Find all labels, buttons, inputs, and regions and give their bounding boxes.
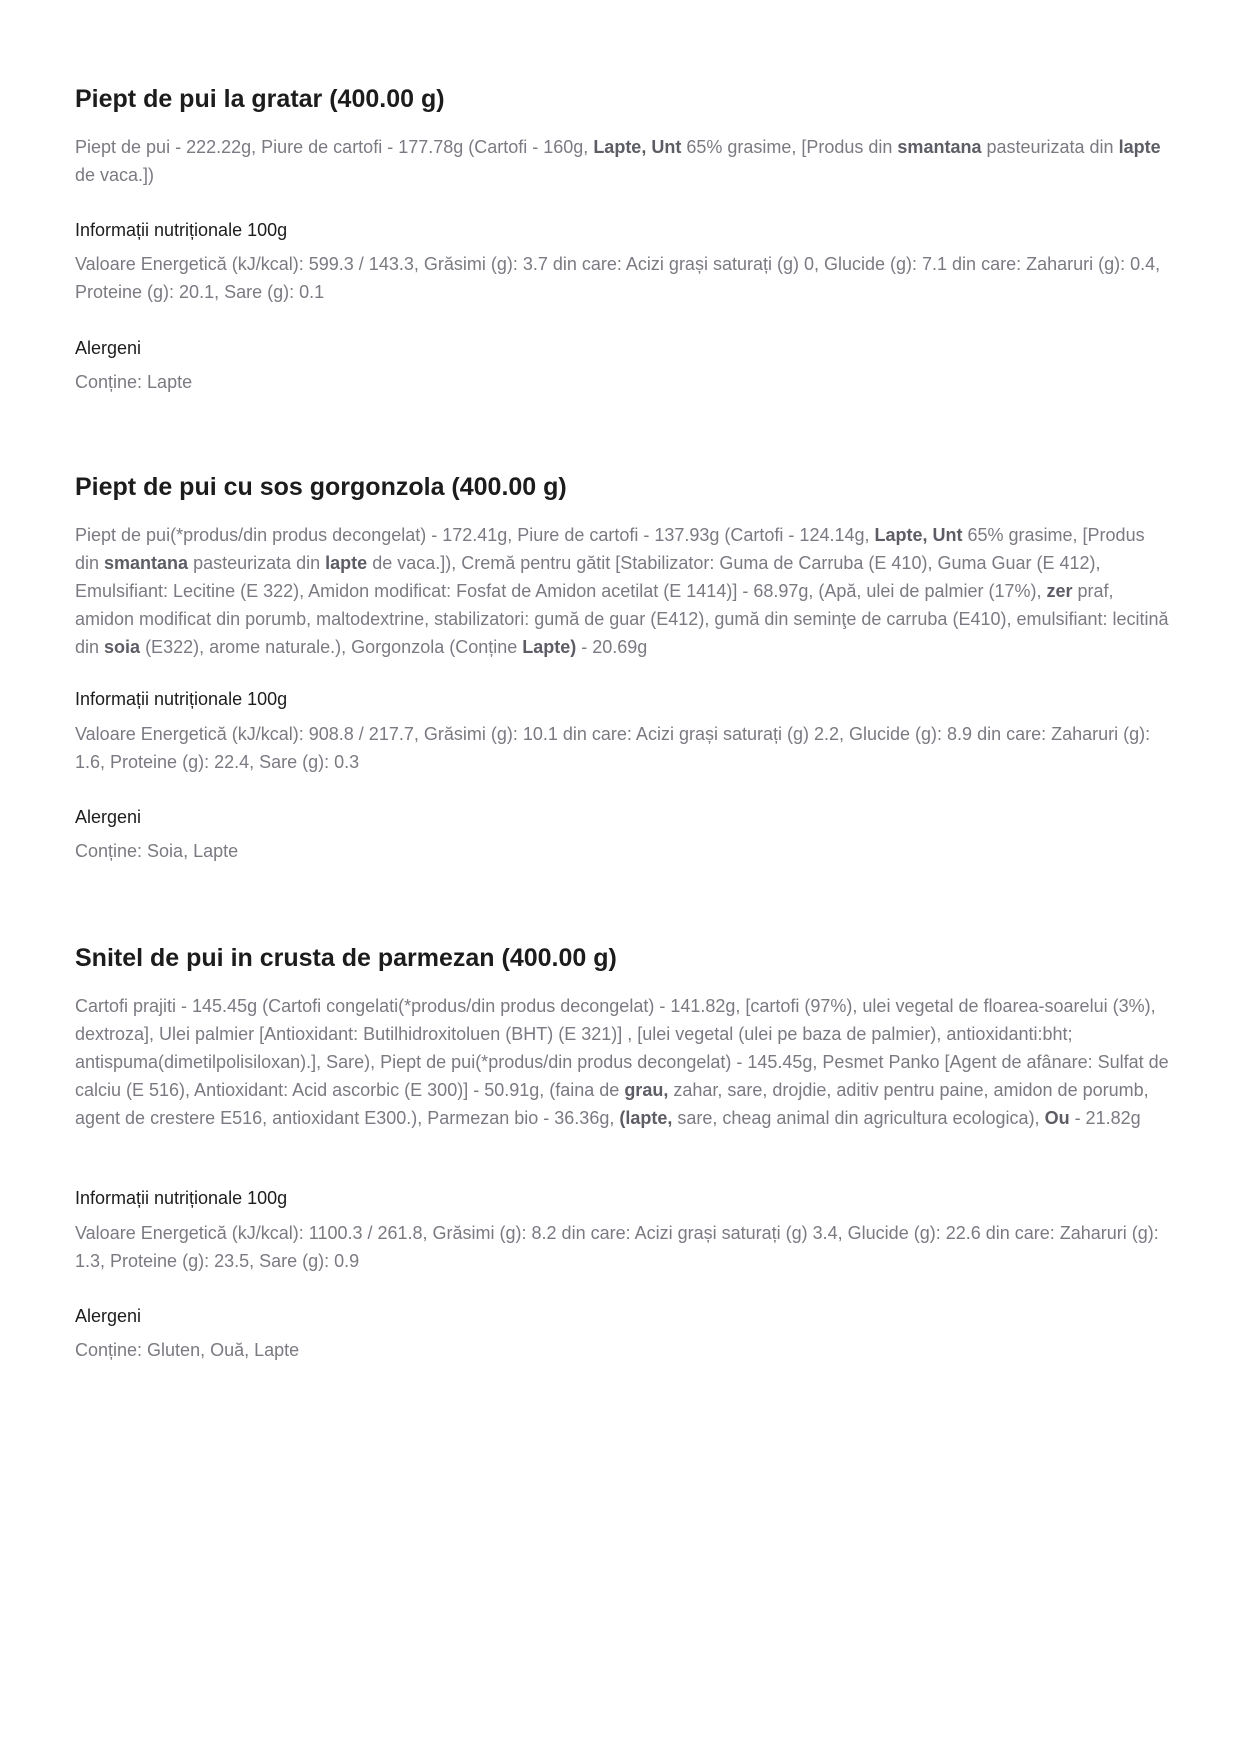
nutrition-info: Valoare Energetică (kJ/kcal): 599.3 / 143.3, Grăsimi (g): 3.7 din care: Acizi grași saturați (g) 0, Glucide (g): 7.1 din care: Zaharuri (g): 0.4, Proteine (g): 20.1, Sare (g): 0.1: [75, 254, 1161, 302]
ingredient-text: 65% grasime, [Produs din: [75, 525, 1145, 573]
allergen-highlight: zer: [1046, 581, 1073, 601]
ingredient-text: - 20.69g: [576, 637, 648, 657]
allergen-highlight: (lapte,: [619, 1108, 673, 1128]
allergens-label: Alergeni: [75, 338, 142, 358]
allergen-highlight: smantana: [104, 553, 189, 573]
allergen-highlight: lapte: [1118, 137, 1161, 157]
allergen-highlight: soia: [104, 637, 141, 657]
nutrition-info: Valoare Energetică (kJ/kcal): 1100.3 / 261.8, Grăsimi (g): 8.2 din care: Acizi grași saturați (g) 3.4, Glucide (g): 22.6 din care: Zaharuri (g): 1.3, Proteine (g): 23.5, Sare (g): 0.9: [75, 1223, 1159, 1271]
ingredient-text: - 21.82g: [1069, 1108, 1141, 1128]
allergens-info: Conține: Soia, Lapte: [75, 841, 239, 861]
product-title: Piept de pui la gratar (400.00 g): [75, 85, 445, 113]
allergens-label: Alergeni: [75, 807, 142, 827]
ingredient-text: 65% grasime, [Produs din: [681, 137, 898, 157]
ingredient-text: Piept de pui - 222.22g, Piure de cartofi - 177.78g (Cartofi - 160g,: [75, 137, 594, 157]
nutrition-label: Informații nutriționale 100g: [75, 220, 288, 240]
product-ingredients: [75, 133, 1170, 189]
ingredient-text: praf, amidon modificat din porumb, maltodextrine, stabilizatori: gumă de guar (E412), gumă din seminţe de carruba (E410), emulsifiant: lecitină din: [75, 581, 1169, 657]
ingredient-text: (E322), arome naturale.), Gorgonzola (Conține: [140, 637, 523, 657]
product-section: [75, 943, 1170, 1360]
ingredient-text: Cartofi prajiti - 145.45g (Cartofi congelati(*produs/din produs decongelat) - 141.82g, [cartofi (97%), ulei vegetal de floarea-soarelui (3%), dextroza], Ulei palmier [Antioxidant: Butilhidroxitoluen (BHT) (E 321)] , [ulei vegetal (ulei pe baza de palmier), antioxidanti:bht; antispuma(dimetilpolisiloxan).], Sare), Piept de pui(*produs/din produs decongelat) - 145.45g, Pesmet Panko [Agent de afânare: Sulfat de calciu (E 516), Antioxidant: Acid ascorbic (E 300)] - 50.91g, (faina de: [75, 996, 1169, 1100]
ingredient-text: sare, cheag animal din agricultura ecologica),: [672, 1108, 1045, 1128]
nutrition-info: Valoare Energetică (kJ/kcal): 908.8 / 217.7, Grăsimi (g): 10.1 din care: Acizi grași saturați (g) 2.2, Glucide (g): 8.9 din care: Zaharuri (g): 1.6, Proteine (g): 22.4, Sare (g): 0.3: [75, 724, 1151, 772]
allergen-highlight: Lapte): [522, 637, 577, 657]
product-ingredients: [75, 521, 1170, 661]
allergen-highlight: lapte: [325, 553, 368, 573]
ingredient-text: zahar, sare, drojdie, aditiv pentru paine, amidon de porumb, agent de crestere E516, antioxidant E300.), Parmezan bio - 36.36g,: [75, 1080, 1149, 1128]
allergen-highlight: smantana: [897, 137, 982, 157]
ingredient-text: pasteurizata din: [981, 137, 1119, 157]
ingredient-text: pasteurizata din: [188, 553, 326, 573]
allergen-highlight: Lapte, Unt: [593, 137, 682, 157]
allergen-highlight: Ou: [1044, 1108, 1070, 1128]
allergens-info: Conține: Gluten, Ouă, Lapte: [75, 1340, 300, 1360]
nutrition-label: Informații nutriționale 100g: [75, 689, 288, 709]
product-title: Piept de pui cu sos gorgonzola (400.00 g): [75, 473, 567, 501]
product-title: Snitel de pui in crusta de parmezan (400.00 g): [75, 944, 617, 972]
product-section: [75, 84, 1170, 392]
nutrition-label: Informații nutriționale 100g: [75, 1188, 288, 1208]
allergens-info: Conține: Lapte: [75, 372, 193, 392]
ingredient-text: de vaca.]): [75, 165, 155, 185]
product-ingredients: [75, 992, 1170, 1132]
allergen-highlight: Lapte, Unt: [874, 525, 963, 545]
allergens-label: Alergeni: [75, 1306, 142, 1326]
ingredient-text: de vaca.]), Cremă pentru gătit [Stabilizator: Guma de Carruba (E 410), Guma Guar (E 412), Emulsifiant: Lecitine (E 322), Amidon modificat: Fosfat de Amidon acetilat (E 1414)] - 68.97g, (Apă, ulei de palmier (17%),: [75, 553, 1101, 601]
allergen-highlight: grau,: [624, 1080, 669, 1100]
ingredient-text: Piept de pui(*produs/din produs decongelat) - 172.41g, Piure de cartofi - 137.93g (Cartofi - 124.14g,: [75, 525, 875, 545]
product-section: [75, 472, 1170, 861]
